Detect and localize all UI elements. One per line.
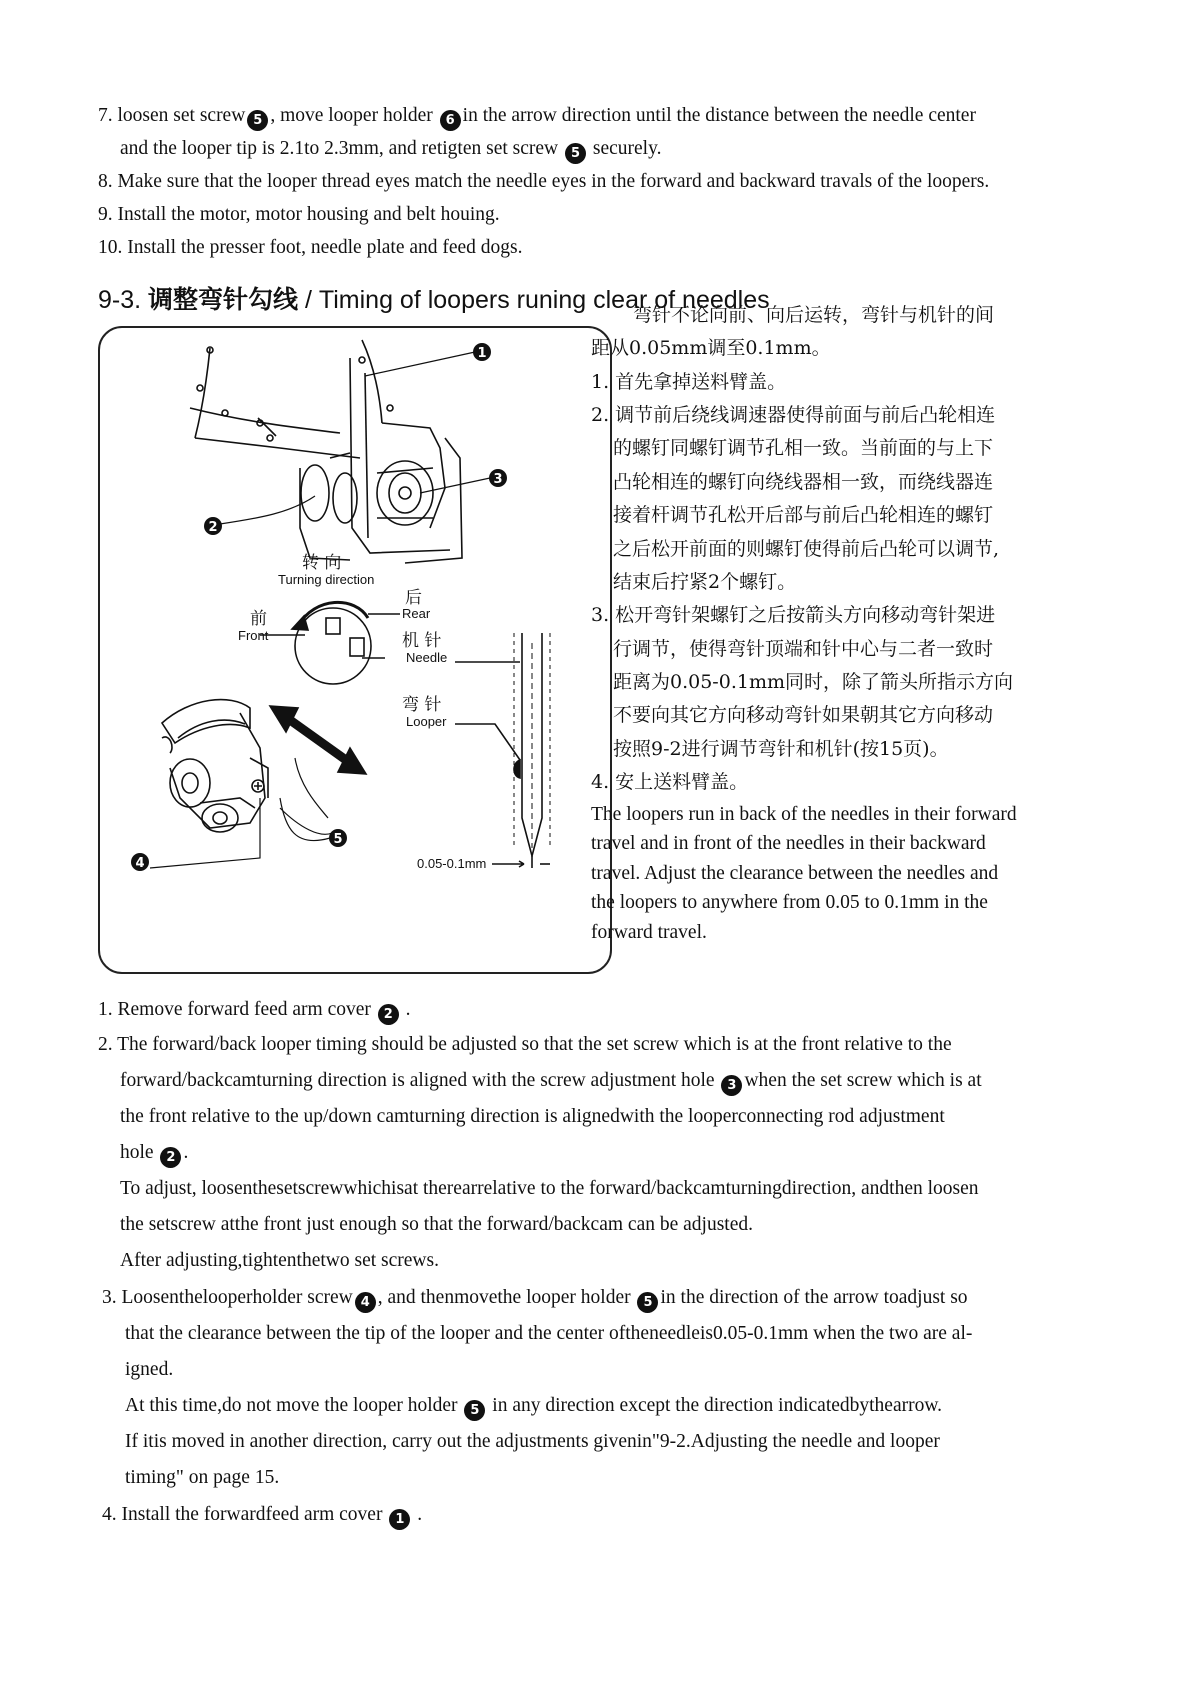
cn-line-0: 弯针不论向前、向后运转，弯针与机针的间 bbox=[633, 304, 995, 326]
step-7-line-2 bbox=[120, 132, 661, 165]
callout-4-bullet: 4 bbox=[355, 1292, 376, 1313]
bottom-step-2-line-2 bbox=[120, 1064, 982, 1097]
cn-line-3: 2. 调节前后绕线调速器使得前面与前后凸轮相连 bbox=[591, 404, 996, 426]
cn-line-11: 距离为0.05-0.1mm同时，除了箭头所指示方向 bbox=[613, 671, 1013, 693]
rear-cn-label: 后 bbox=[405, 588, 422, 608]
looper-en-label: Looper bbox=[406, 714, 447, 729]
heading-english: / Timing of loopers runing clear of needles bbox=[298, 286, 770, 314]
needle-cn-label: 机 针 bbox=[402, 631, 442, 651]
bottom-step-2-line-2a: forward/backcamturning direction is aligned with the screw adjustment hole bbox=[120, 1070, 720, 1091]
turning-direction-dial bbox=[260, 602, 400, 684]
machine-housing-drawing bbox=[190, 340, 462, 563]
bottom-step-3-line-6: timing" on page 15. bbox=[125, 1467, 280, 1488]
callout-4-icon bbox=[131, 853, 149, 871]
bottom-step-3-line-1c: in the direction of the arrow toadjust so bbox=[660, 1287, 968, 1308]
bottom-step-3-line-4 bbox=[125, 1389, 942, 1422]
step-7-text-e: securely. bbox=[588, 138, 662, 159]
callout-1-bullet: 1 bbox=[389, 1509, 410, 1530]
cn-line-4: 的螺钉同螺钉调节孔相一致。当前面的与上下 bbox=[613, 437, 994, 459]
step-7-line-1 bbox=[98, 99, 1110, 132]
bottom-step-3-line-2: that the clearance between the tip of the looper and the center oftheneedleis0.05-0.1mm when the two are al- bbox=[125, 1323, 973, 1344]
movement-arrow-icon bbox=[270, 706, 366, 774]
cn-line-6: 接着杆调节孔松开后部与前后凸轮相连的螺钉 bbox=[613, 504, 994, 526]
bottom-step-3-line-4a: At this time,do not move the looper holder bbox=[125, 1395, 463, 1416]
cn-line-1: 距从0.05mm调至0.1mm。 bbox=[591, 337, 831, 359]
bottom-step-4-text: 4. Install the forwardfeed arm cover bbox=[102, 1504, 388, 1525]
bottom-step-2-line-3: the front relative to the up/down camturning direction is alignedwith the looperconnecting rod adjustment bbox=[120, 1106, 945, 1127]
callout-5-bullet: 5 bbox=[247, 110, 268, 131]
figure-frame bbox=[98, 326, 612, 974]
bottom-step-3-line-1a: 3. Loosenthelooperholder screw bbox=[102, 1287, 353, 1308]
svg-text:2: 2 bbox=[208, 520, 218, 535]
bottom-step-2-line-7: After adjusting,tightenthetwo set screws. bbox=[120, 1250, 439, 1271]
step-7-text-a: 7. loosen set screw bbox=[98, 105, 246, 126]
bottom-step-2-line-4b: . bbox=[183, 1142, 189, 1163]
callout-3-icon bbox=[489, 469, 507, 487]
looper-holder-drawing bbox=[162, 700, 268, 832]
bottom-step-1 bbox=[98, 993, 411, 1026]
looper-cn-label: 弯 针 bbox=[402, 695, 442, 715]
bottom-step-1-text: 1. Remove forward feed arm cover bbox=[98, 999, 376, 1020]
callout-6-bullet: 6 bbox=[440, 110, 461, 131]
cn-line-14: 4. 安上送料臂盖。 bbox=[591, 771, 749, 793]
gap-label: 0.05-0.1mm bbox=[417, 856, 487, 871]
en-side-line-3: the loopers to anywhere from 0.05 to 0.1mm in the bbox=[591, 892, 988, 913]
bottom-step-3-line-4b: in any direction except the direction indicatedbythearrow. bbox=[487, 1395, 943, 1416]
callout-1-icon bbox=[473, 343, 491, 361]
callout-2-bullet: 2 bbox=[160, 1147, 181, 1168]
callout-5-bullet: 5 bbox=[464, 1400, 485, 1421]
callout-2-bullet: 2 bbox=[378, 1004, 399, 1025]
step-10: 10. Install the presser foot, needle plate and feed dogs. bbox=[98, 237, 523, 258]
bottom-step-4-end: . bbox=[412, 1504, 423, 1525]
cn-line-9: 3. 松开弯针架螺钉之后按箭头方向移动弯针架进 bbox=[591, 604, 996, 626]
bottom-step-3-line-1b: , and thenmovethe looper holder bbox=[377, 1287, 636, 1308]
needle-en-label: Needle bbox=[406, 650, 448, 665]
step-7-text-b: , move looper holder bbox=[270, 105, 438, 126]
svg-text:5: 5 bbox=[333, 832, 343, 847]
looper-diagram bbox=[100, 328, 610, 972]
bottom-step-3-line-5: If itis moved in another direction, carry out the adjustments givenin"9-2.Adjusting the needle and looper bbox=[125, 1431, 940, 1452]
callout-3-bullet: 3 bbox=[721, 1075, 742, 1096]
cn-line-5: 凸轮相连的螺钉向绕线器相一致，而绕线器连 bbox=[613, 471, 994, 493]
needle-drawing bbox=[455, 633, 550, 868]
bottom-step-2-line-1: 2. The forward/back looper timing should be adjusted so that the set screw which is at the front relative to the bbox=[98, 1034, 952, 1055]
cn-line-13: 按照9-2进行调节弯针和机针(按15页)。 bbox=[613, 738, 949, 760]
heading-chinese: 调整弯针勾线 bbox=[148, 286, 299, 314]
turning-cn-label: 转 向 bbox=[302, 553, 342, 573]
bottom-step-1-end: . bbox=[400, 999, 411, 1020]
heading-number: 9-3. bbox=[98, 286, 142, 314]
cn-line-8: 结束后拧紧2个螺钉。 bbox=[613, 571, 797, 593]
bottom-step-2-line-6: the setscrew atthe front just enough so that the forward/backcam can be adjusted. bbox=[120, 1214, 753, 1235]
svg-text:3: 3 bbox=[493, 472, 503, 487]
bottom-step-4 bbox=[102, 1498, 422, 1531]
step-9: 9. Install the motor, motor housing and belt houing. bbox=[98, 204, 500, 225]
svg-text:1: 1 bbox=[477, 346, 487, 361]
cn-line-2: 1. 首先拿掉送料臂盖。 bbox=[591, 371, 787, 393]
cn-line-12: 不要向其它方向移动弯针如果朝其它方向移动 bbox=[613, 704, 994, 726]
step-7-text-c: in the arrow direction until the distance between the needle center bbox=[462, 105, 976, 126]
front-cn-label: 前 bbox=[250, 609, 267, 629]
bottom-step-3-line-1 bbox=[102, 1281, 968, 1314]
rear-en-label: Rear bbox=[402, 606, 431, 621]
bottom-step-2-line-4 bbox=[120, 1136, 188, 1169]
front-en-label: Front bbox=[238, 628, 269, 643]
callout-2-icon bbox=[204, 517, 222, 535]
svg-text:4: 4 bbox=[135, 856, 145, 871]
en-side-line-1: travel and in front of the needles in their backward bbox=[591, 833, 986, 854]
step-7-text-d: and the looper tip is 2.1to 2.3mm, and retigten set screw bbox=[120, 138, 563, 159]
callout-5-icon bbox=[329, 829, 347, 847]
step-8: 8. Make sure that the looper thread eyes match the needle eyes in the forward and backward travals of the loopers. bbox=[98, 171, 990, 192]
turning-en-label: Turning direction bbox=[278, 572, 375, 587]
en-side-line-2: travel. Adjust the clearance between the needles and bbox=[591, 863, 999, 884]
bottom-step-3-line-3: igned. bbox=[125, 1359, 174, 1380]
en-side-line-0: The loopers run in back of the needles in their forward bbox=[591, 804, 1017, 825]
bottom-step-2-line-5: To adjust, loosenthesetscrewwhichisat therearrelative to the forward/backcamturningdirection, andthen loosen bbox=[120, 1178, 979, 1199]
en-side-line-4: forward travel. bbox=[591, 922, 707, 943]
cn-line-10: 行调节，使得弯针顶端和针中心与二者一致时 bbox=[613, 638, 994, 660]
bottom-step-2-line-2b: when the set screw which is at bbox=[744, 1070, 982, 1091]
bottom-step-2-line-4a: hole bbox=[120, 1142, 159, 1163]
cn-line-7: 之后松开前面的则螺钉使得前后凸轮可以调节, bbox=[613, 538, 1000, 560]
callout-5-bullet: 5 bbox=[565, 143, 586, 164]
callout-5-bullet: 5 bbox=[637, 1292, 658, 1313]
